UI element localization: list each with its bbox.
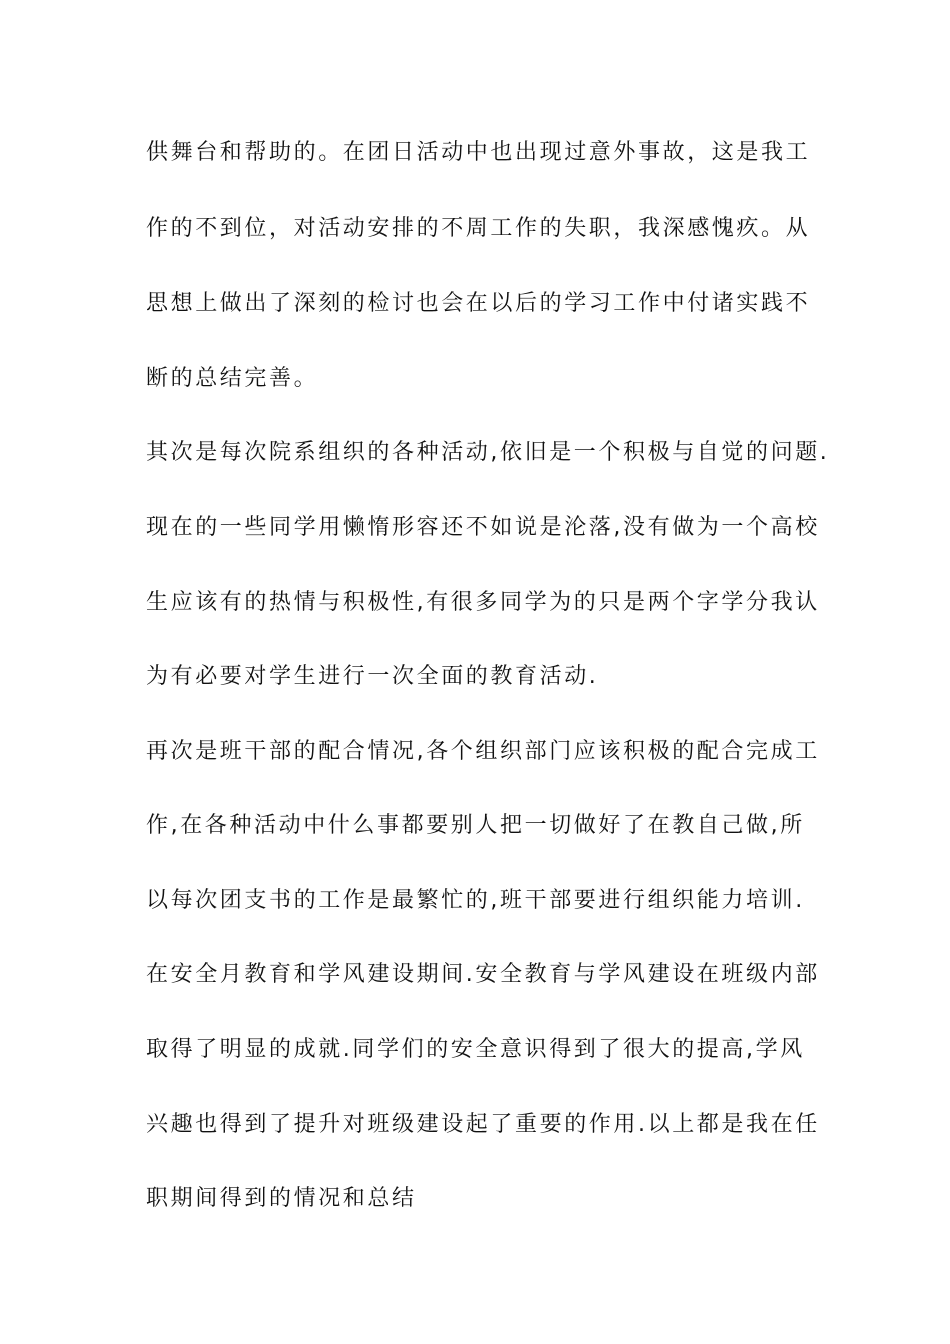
text-line: 再次是班干部的配合情况,各个组织部门应该积极的配合完成工 [146, 739, 820, 764]
text-line: 职期间得到的情况和总结 [146, 1186, 417, 1211]
text-line: 作的不到位，对活动安排的不周工作的失职，我深感愧疚。从 [146, 216, 811, 241]
text-line: 取得了明显的成就.同学们的安全意识得到了很大的提高,学风 [146, 1037, 805, 1062]
text-line: 其次是每次院系组织的各种活动,依旧是一个积极与自觉的问题. [146, 440, 830, 465]
text-line: 作,在各种活动中什么事都要别人把一切做好了在教自己做,所 [146, 813, 805, 838]
text-line: 供舞台和帮助的。在团日活动中也出现过意外事故，这是我工 [146, 140, 811, 165]
text-line: 为有必要对学生进行一次全面的教育活动. [146, 664, 599, 689]
text-line: 在安全月教育和学风建设期间.安全教育与学风建设在班级内部 [146, 962, 820, 987]
text-line: 现在的一些同学用懒惰形容还不如说是沦落,没有做为一个高校 [146, 515, 820, 540]
text-line: 生应该有的热情与积极性,有很多同学为的只是两个字学分我认 [146, 590, 820, 615]
text-line: 断的总结完善。 [146, 366, 319, 391]
text-line: 兴趣也得到了提升对班级建设起了重要的作用.以上都是我在任 [146, 1112, 820, 1137]
text-line: 以每次团支书的工作是最繁忙的,班干部要进行组织能力培训. [146, 888, 805, 913]
text-line: 思想上做出了深刻的检讨也会在以后的学习工作中付诸实践不 [146, 291, 811, 316]
